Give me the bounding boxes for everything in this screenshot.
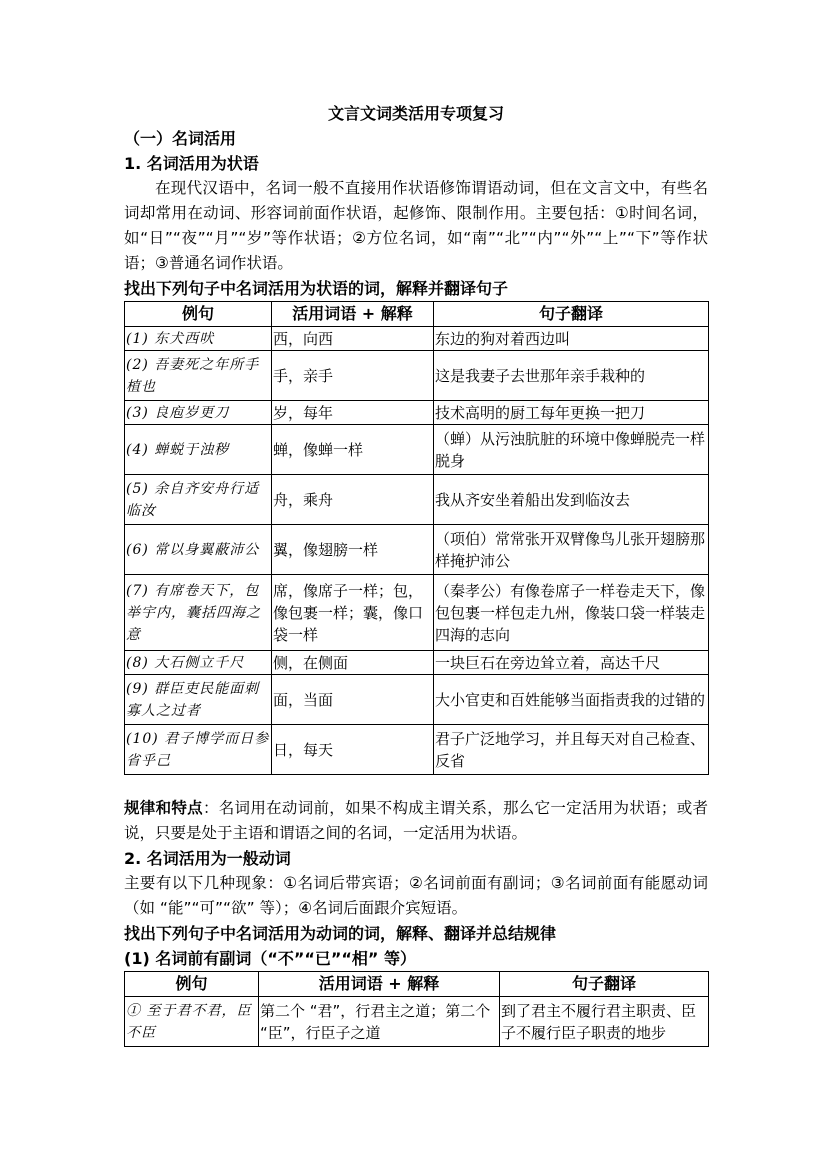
table-header-row	[125, 972, 709, 997]
table-row	[125, 675, 709, 725]
explanation-cell: 面，当面	[272, 675, 434, 725]
sub-heading-adverb-before-noun: (1) 名词前有副词（“不”“已”“相” 等）	[124, 949, 416, 968]
translation-cell: （秦孝公）有像卷席子一样卷走天下，像包包裹一样包走九州，像装口袋一样装走四海的志向	[434, 575, 709, 651]
example-cell: (3) 良庖岁更刀	[125, 401, 272, 425]
example-cell: (4) 蝉蜕于浊秽	[125, 425, 272, 475]
example-cell: (2) 吾妻死之年所手植也	[125, 351, 272, 401]
table-row	[125, 475, 709, 525]
translation-cell: 这是我妻子去世那年亲手栽种的	[434, 351, 709, 401]
table-row	[125, 575, 709, 651]
rule-label: 规律和特点	[124, 799, 203, 817]
header-word-explanation: 活用词语 + 解释	[272, 302, 434, 327]
example-cell: (5) 余自齐安舟行适临汝	[125, 475, 272, 525]
example-cell: (9) 群臣吏民能面刺寡人之过者	[125, 675, 272, 725]
task-heading-adverbial: 找出下列句子中名词活用为状语的词，解释并翻译句子	[124, 279, 509, 298]
explanation-cell: 席，像席子一样；包，像包裹一样；囊，像口袋一样	[272, 575, 434, 651]
example-cell: (8) 大石侧立千尺	[125, 651, 272, 675]
explanation-cell: 日，每天	[272, 725, 434, 775]
explanation-cell: 手，亲手	[272, 351, 434, 401]
intro-paragraph-adverbial: 在现代汉语中，名词一般不直接用作状语修饰谓语动词，但在文言文中，有些名词却常用在动词、形容词前面作状语，起修饰、限制作用。主要包括：①时间名词，如“日”“夜”“月”“岁”等作状语；②方位名词，如“南”“北”“内”“外”“上”“下”等作状语；③普通名词作状语。	[124, 179, 708, 272]
explanation-cell: 舟，乘舟	[272, 475, 434, 525]
example-cell: (7) 有席卷天下，包举宇内，囊括四海之意	[125, 575, 272, 651]
section-heading-noun-usage: （一）名词活用	[124, 129, 237, 148]
explanation-cell: 第二个 “君”，行君主之道；第二个 “臣”，行臣子之道	[259, 997, 500, 1047]
example-cell: ① 至于君不君，臣不臣	[125, 997, 259, 1047]
verb-examples-table	[124, 971, 709, 1047]
rule-text: ：名词用在动词前，如果不构成主谓关系，那么它一定活用为状语；或者说，只要是处于主语和谓语之间的名词，一定活用为状语。	[124, 799, 708, 842]
spacer	[124, 775, 708, 796]
header-word-explanation: 活用词语 + 解释	[259, 972, 500, 997]
translation-cell: 到了君主不履行君主职责、臣子不履行臣子职责的地步	[500, 997, 709, 1047]
header-translation: 句子翻译	[434, 302, 709, 327]
explanation-cell: 蝉，像蝉一样	[272, 425, 434, 475]
subsection-heading-adverbial: 1. 名词活用为状语	[124, 154, 259, 173]
table-row	[125, 327, 709, 351]
table-row	[125, 425, 709, 475]
translation-cell: 一块巨石在旁边耸立着，高达千尺	[434, 651, 709, 675]
intro-paragraph-verb: 主要有以下几种现象：①名词后带宾语；②名词前面有副词；③名词前面有能愿动词（如 “能”“可”“欲” 等）；④名词后面跟介宾短语。	[124, 874, 708, 917]
explanation-cell: 侧，在侧面	[272, 651, 434, 675]
explanation-cell: 翼，像翅膀一样	[272, 525, 434, 575]
table-row	[125, 651, 709, 675]
example-cell: (1) 东犬西吠	[125, 327, 272, 351]
subsection-heading-verb: 2. 名词活用为一般动词	[124, 849, 291, 868]
table-row	[125, 525, 709, 575]
table-header-row	[125, 302, 709, 327]
header-example: 例句	[125, 972, 259, 997]
adverbial-examples-table	[124, 301, 709, 775]
explanation-cell: 西，向西	[272, 327, 434, 351]
translation-cell: 我从齐安坐着船出发到临汝去	[434, 475, 709, 525]
translation-cell: 技术高明的厨工每年更换一把刀	[434, 401, 709, 425]
translation-cell: （项伯）常常张开双臂像鸟儿张开翅膀那样掩护沛公	[434, 525, 709, 575]
header-example: 例句	[125, 302, 272, 327]
table-row	[125, 401, 709, 425]
document-title: 文言文词类活用专项复习	[327, 104, 504, 123]
translation-cell: 君子广泛地学习，并且每天对自己检查、反省	[434, 725, 709, 775]
example-cell: (10) 君子博学而日参省乎己	[125, 725, 272, 775]
explanation-cell: 岁，每年	[272, 401, 434, 425]
table-row	[125, 997, 709, 1047]
task-heading-verb: 找出下列句子中名词活用为动词的词，解释、翻译并总结规律	[124, 924, 557, 943]
header-translation: 句子翻译	[500, 972, 709, 997]
rule-paragraph	[124, 796, 708, 846]
translation-cell: 东边的狗对着西边叫	[434, 327, 709, 351]
translation-cell: 大小官吏和百姓能够当面指责我的过错的	[434, 675, 709, 725]
example-cell: (6) 常以身翼蔽沛公	[125, 525, 272, 575]
document-page	[124, 100, 708, 1047]
translation-cell: （蝉）从污浊肮脏的环境中像蝉脱壳一样脱身	[434, 425, 709, 475]
table-row	[125, 725, 709, 775]
table-row	[125, 351, 709, 401]
